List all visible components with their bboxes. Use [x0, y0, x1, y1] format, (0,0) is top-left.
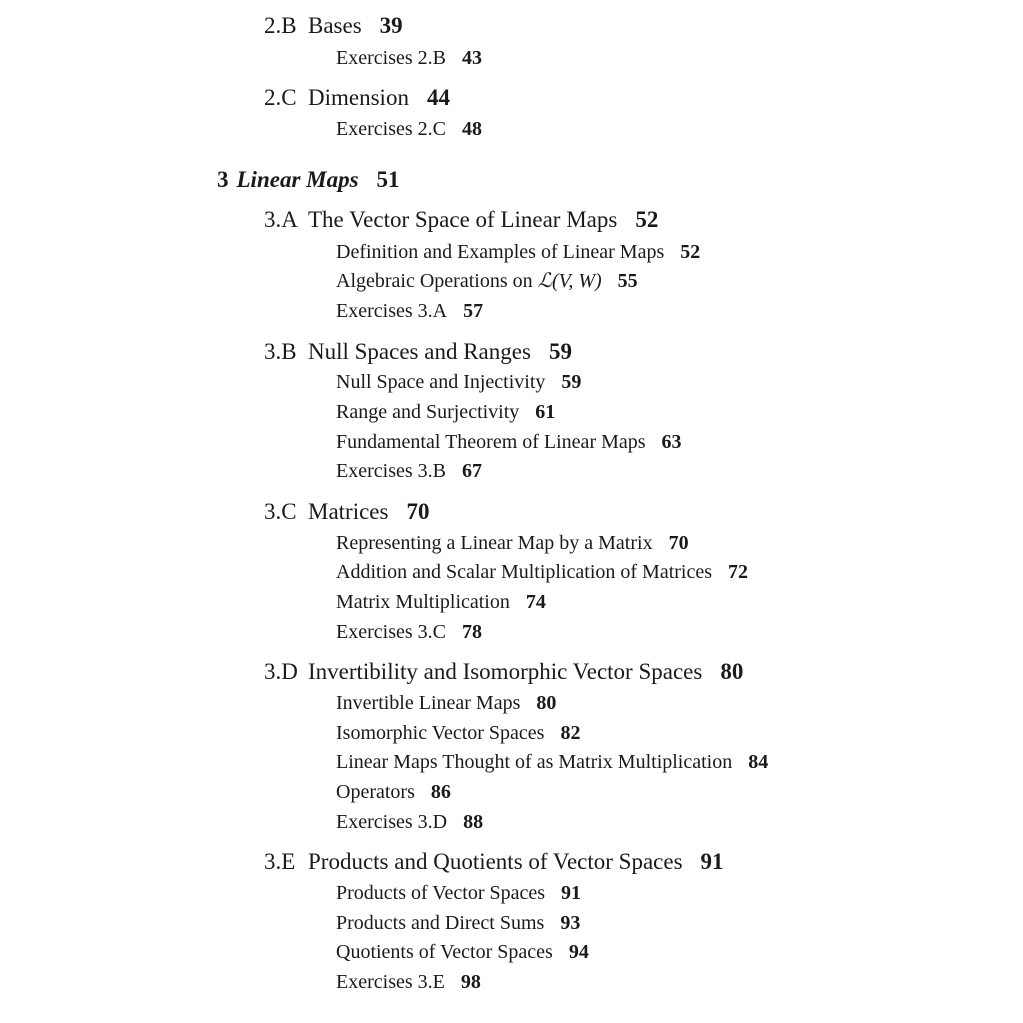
- page-number: 80: [720, 659, 744, 684]
- page-number: 63: [661, 431, 682, 453]
- page-number: 86: [430, 781, 451, 803]
- toc-subsection[interactable]: [336, 812, 483, 832]
- entry-number: 2.C: [264, 85, 297, 110]
- toc-subsection[interactable]: [336, 461, 482, 481]
- toc-subsection[interactable]: [336, 723, 580, 743]
- toc-subsection[interactable]: [336, 432, 682, 452]
- toc-subsection[interactable]: [336, 942, 589, 962]
- entry-title: The Vector Space of Linear Maps: [308, 207, 618, 232]
- page-number: 43: [461, 47, 482, 69]
- page-number: 93: [560, 912, 581, 934]
- toc-section[interactable]: [264, 850, 724, 873]
- entry-title: Invertibility and Isomorphic Vector Spaces: [308, 659, 703, 684]
- page-number: 57: [463, 300, 484, 322]
- page-number: 55: [617, 270, 638, 292]
- entry-number: 3.B: [264, 339, 297, 364]
- toc-subsection[interactable]: [336, 592, 546, 612]
- entry-title: Bases: [308, 13, 362, 38]
- entry-title: Exercises 3.A: [336, 300, 448, 322]
- entry-title: Exercises 2.C: [336, 118, 446, 140]
- page-number: 67: [461, 460, 482, 482]
- page-number: 59: [548, 339, 572, 364]
- toc-subsection[interactable]: [336, 752, 768, 772]
- entry-title: Null Space and Injectivity: [336, 371, 546, 393]
- toc-subsection[interactable]: [336, 271, 638, 291]
- toc-subsection[interactable]: [336, 913, 580, 933]
- toc-subsection[interactable]: [336, 48, 482, 68]
- page-number: 48: [461, 118, 482, 140]
- entry-title: Quotients of Vector Spaces: [336, 941, 553, 963]
- entry-title: Products of Vector Spaces: [336, 882, 546, 904]
- page-number: 80: [536, 692, 557, 714]
- entry-number: 3: [217, 167, 229, 192]
- page-number: 44: [426, 85, 450, 110]
- toc-subsection[interactable]: [336, 883, 581, 903]
- entry-title: Matrix Multiplication: [336, 591, 510, 613]
- entry-title: Range and Surjectivity: [336, 401, 520, 423]
- page-number: 98: [460, 971, 481, 993]
- page-number: 59: [561, 371, 582, 393]
- page-number: 91: [700, 849, 724, 874]
- page-number: 94: [568, 941, 589, 963]
- entry-title: Matrices: [308, 499, 389, 524]
- entry-title: Linear Maps Thought of as Matrix Multiplication: [336, 751, 733, 773]
- page-number: 74: [525, 591, 546, 613]
- toc-subsection[interactable]: [336, 242, 700, 262]
- page-number: 84: [748, 751, 769, 773]
- entry-title: Isomorphic Vector Spaces: [336, 722, 545, 744]
- page-number: 70: [406, 499, 430, 524]
- entry-title: Exercises 3.D: [336, 811, 448, 833]
- toc-subsection[interactable]: [336, 622, 482, 642]
- toc-section[interactable]: [264, 340, 572, 363]
- page-number: 88: [463, 811, 484, 833]
- toc-section[interactable]: [264, 14, 403, 37]
- entry-number: 3.E: [264, 849, 296, 874]
- entry-number: 2.B: [264, 13, 297, 38]
- toc-section[interactable]: [264, 86, 450, 109]
- entry-title: Dimension: [308, 85, 409, 110]
- page-number: 72: [728, 561, 749, 583]
- page-number: 61: [535, 401, 556, 423]
- toc-section[interactable]: [264, 208, 658, 231]
- entry-number: 3.A: [264, 207, 298, 232]
- entry-title: Addition and Scalar Multiplication of Matrices: [336, 561, 713, 583]
- page-number: 51: [376, 167, 400, 192]
- entry-title: Representing a Linear Map by a Matrix: [336, 532, 653, 554]
- entry-title: Algebraic Operations on: [336, 270, 538, 292]
- page-number: 52: [635, 207, 659, 232]
- entry-math: ℒ(V, W): [537, 270, 602, 292]
- toc-chapter[interactable]: [217, 168, 400, 191]
- toc-subsection[interactable]: [336, 562, 748, 582]
- entry-title: Invertible Linear Maps: [336, 692, 521, 714]
- toc-section[interactable]: [264, 500, 429, 523]
- entry-title: Operators: [336, 781, 415, 803]
- page-number: 91: [561, 882, 582, 904]
- toc-subsection[interactable]: [336, 972, 481, 992]
- toc-subsection[interactable]: [336, 782, 451, 802]
- toc-subsection[interactable]: [336, 402, 555, 422]
- entry-title: Exercises 3.B: [336, 460, 446, 482]
- page-number: 82: [560, 722, 581, 744]
- toc-subsection[interactable]: [336, 533, 689, 553]
- entry-title: Products and Quotients of Vector Spaces: [308, 849, 683, 874]
- entry-number: 3.D: [264, 659, 298, 684]
- toc-subsection[interactable]: [336, 693, 556, 713]
- entry-title: Products and Direct Sums: [336, 912, 545, 934]
- entry-title: Null Spaces and Ranges: [308, 339, 531, 364]
- toc-subsection[interactable]: [336, 372, 581, 392]
- entry-title: Definition and Examples of Linear Maps: [336, 241, 665, 263]
- toc-section[interactable]: [264, 660, 743, 683]
- page-number: 78: [461, 621, 482, 643]
- toc-subsection[interactable]: [336, 301, 483, 321]
- entry-number: 3.C: [264, 499, 297, 524]
- toc-subsection[interactable]: [336, 119, 482, 139]
- entry-title: Exercises 3.C: [336, 621, 446, 643]
- entry-title: Linear Maps: [236, 167, 359, 192]
- entry-title: Fundamental Theorem of Linear Maps: [336, 431, 646, 453]
- page-number: 52: [680, 241, 701, 263]
- entry-title: Exercises 2.B: [336, 47, 446, 69]
- entry-title: Exercises 3.E: [336, 971, 445, 993]
- page-number: 70: [668, 532, 689, 554]
- page-number: 39: [379, 13, 403, 38]
